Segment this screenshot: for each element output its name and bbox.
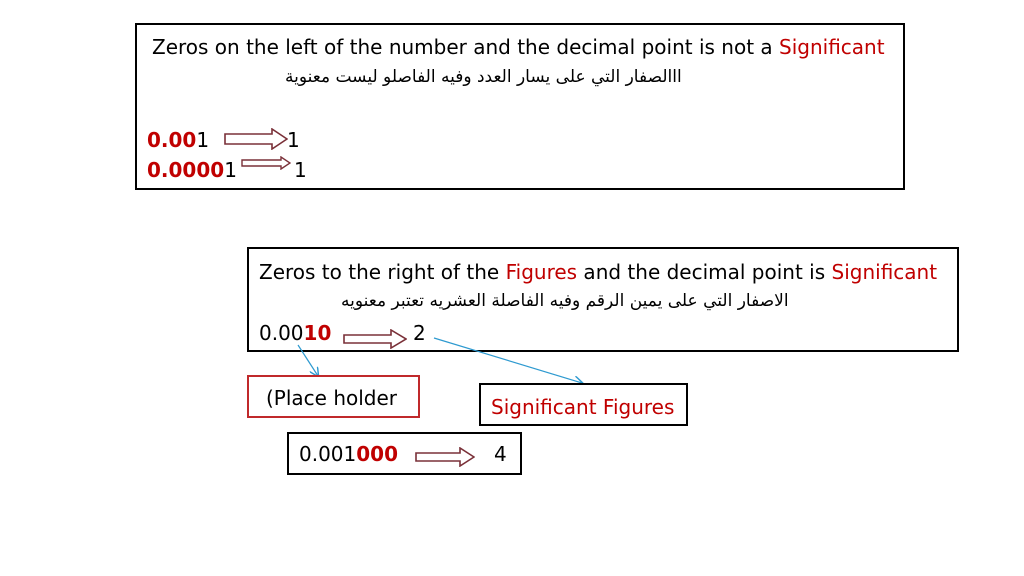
significant-highlight: Significant <box>831 260 938 284</box>
example-4-result: 4 <box>494 442 507 466</box>
right-zeros-heading: Zeros to the right of the Figures and the decimal point is Significant <box>259 260 938 284</box>
right-arrow-icon <box>415 447 475 467</box>
place-holder-connector <box>298 345 318 376</box>
place-holder-label: (Place holder <box>266 386 398 410</box>
example-3: 0.0010 <box>259 321 332 345</box>
significant-figures-label: Significant Figures <box>491 395 675 419</box>
example-1: 0.001 <box>147 128 210 152</box>
example-4: 0.001000 <box>299 442 399 466</box>
example-2: 0.00001 <box>147 158 237 182</box>
significant-figures-box <box>479 383 688 426</box>
place-holder-box <box>247 375 420 418</box>
significant-figures-connector <box>434 338 582 383</box>
figures-highlight: Figures <box>505 260 578 284</box>
example-1-result: 1 <box>287 128 300 152</box>
trailing-zeros-box <box>287 432 522 475</box>
example-3-result: 2 <box>413 321 426 345</box>
significant-highlight: Significant <box>779 35 885 59</box>
right-zeros-arabic: الاصفار التي على يمين الرقم وفيه الفاصلة العشريه تعتبر معنويه <box>341 291 789 311</box>
example-2-result: 1 <box>294 158 307 182</box>
left-zeros-heading: Zeros on the left of the number and the decimal point is not a Significant <box>152 35 885 59</box>
left-zeros-arabic: ااالصفار التي على يسار العدد وفيه الفاصلو ليست معنوية <box>285 67 682 87</box>
